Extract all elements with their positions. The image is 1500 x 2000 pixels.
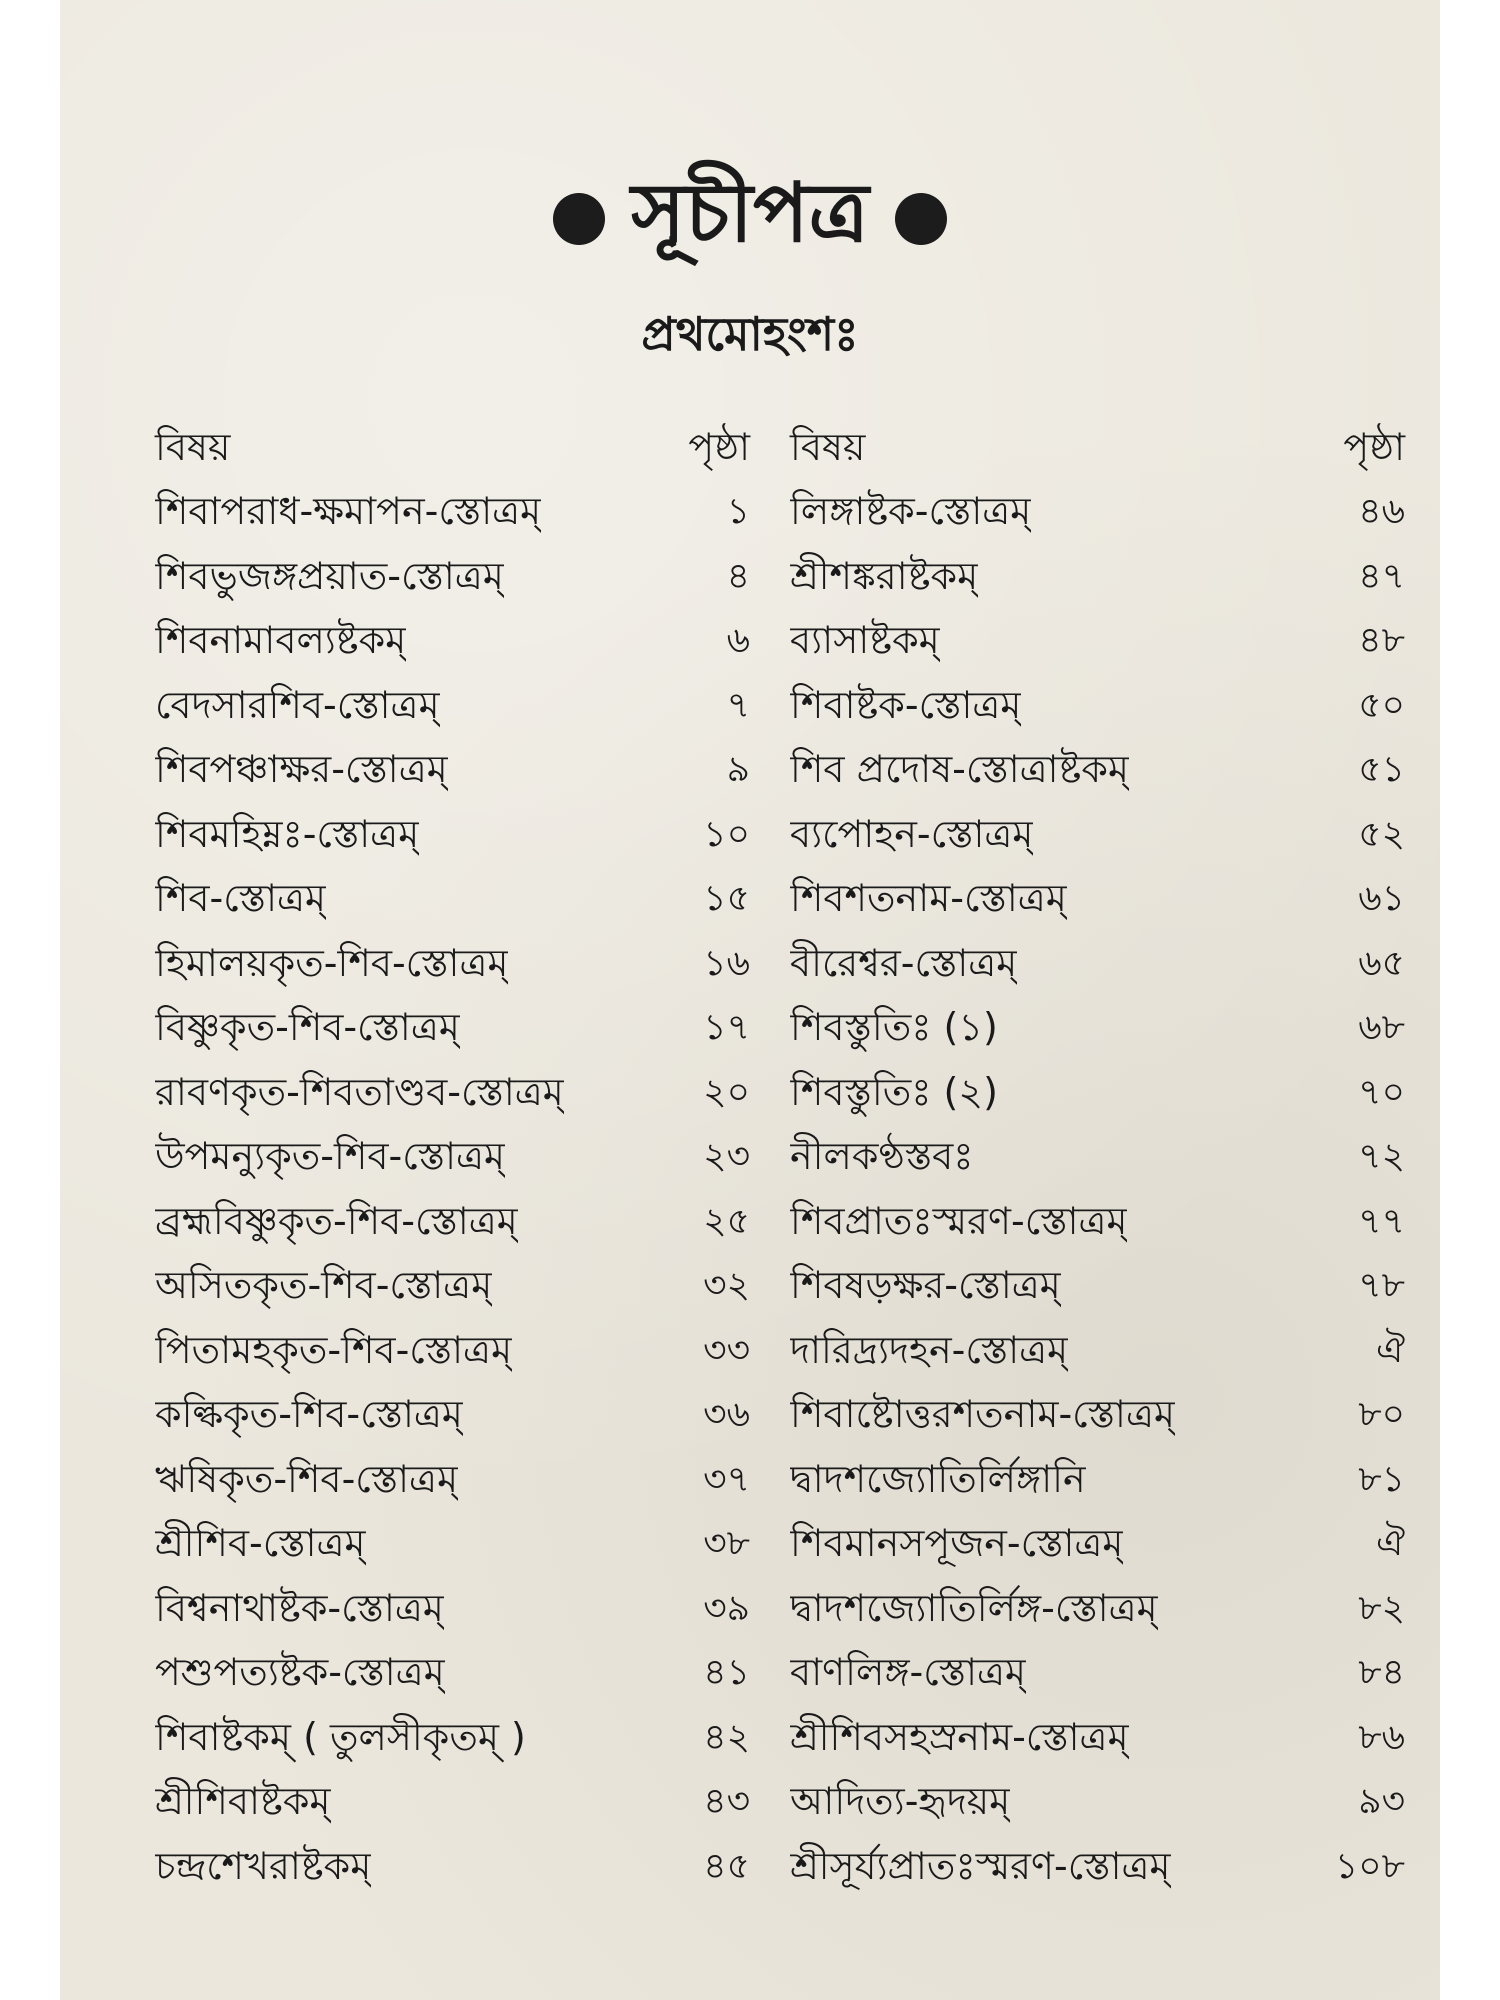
toc-entry-page: ৪৮: [1358, 620, 1405, 662]
toc-entry-title: ব্যাসাষ্টকম্: [790, 618, 940, 663]
toc-entry-title: শিবাষ্টক-স্তোত্রম্: [790, 682, 1022, 727]
toc-row: [155, 611, 750, 676]
section-subtitle: প্রথমোহংশঃ: [641, 307, 859, 361]
toc-entry-page: ২৩: [703, 1136, 750, 1178]
toc-entry-title: দ্বাদশজ্যোতির্লিঙ্গ-স্তোত্রম্: [790, 1585, 1158, 1630]
page-title: সূচীপত্র: [631, 166, 869, 261]
toc-entry-page: ৪: [726, 555, 750, 597]
toc-row: [155, 676, 750, 741]
toc-entry-page: ৩৯: [703, 1587, 750, 1629]
toc-row: [790, 1708, 1405, 1773]
toc-row: [155, 1192, 750, 1257]
toc-row: [155, 1579, 750, 1644]
toc-entry-title: বীরেশ্বর-স্তোত্রম্: [790, 940, 1018, 985]
toc-entry-title: রাবণকৃত-শিবতাণ্ডব-স্তোত্রম্: [155, 1069, 564, 1114]
toc-entry-title: শিবস্তুতিঃ (২): [790, 1069, 998, 1114]
toc-entry-page: ৮৪: [1358, 1652, 1405, 1694]
header-subject: বিষয়: [790, 425, 866, 469]
toc-entry-page: ১৬: [703, 942, 750, 984]
toc-entry-page: ৩২: [703, 1265, 750, 1307]
header-subject: বিষয়: [155, 425, 231, 469]
header-page: পৃষ্ঠা: [688, 425, 750, 469]
toc-entry-title: পশুপত্যষ্টক-স্তোত্রম্: [155, 1650, 445, 1695]
toc-entry-title: নীলকণ্ঠস্তবঃ: [790, 1134, 974, 1179]
toc-entry-page: ৬৫: [1358, 942, 1405, 984]
toc-row: [155, 1385, 750, 1450]
toc-row: [790, 1385, 1405, 1450]
toc-entry-title: শিবশতনাম-স্তোত্রম্: [790, 876, 1067, 921]
toc-entry-title: উপমন্যুকৃত-শিব-স্তোত্রম্: [155, 1134, 506, 1179]
toc-entry-page: ৭৭: [1358, 1200, 1405, 1242]
toc-row: [155, 482, 750, 547]
bullet-dot-left-icon: [553, 193, 605, 245]
toc-row: [155, 869, 750, 934]
toc-entry-title: অসিতকৃত-শিব-স্তোত্রম্: [155, 1263, 493, 1308]
toc-entry-page: ৪১: [703, 1652, 750, 1694]
toc-entry-title: বিষ্ণুকৃত-শিব-স্তোত্রম্: [155, 1005, 460, 1050]
toc-entry-title: শিব-স্তোত্রম্: [155, 876, 326, 921]
toc-entry-title: শ্রীশিবাষ্টকম্: [155, 1779, 331, 1824]
toc-entry-page: ১: [726, 491, 750, 533]
toc-entry-page: ঐ: [1376, 1329, 1405, 1371]
toc-entry-title: হিমালয়কৃত-শিব-স্তোত্রম্: [155, 940, 509, 985]
toc-entry-page: ৩৭: [703, 1458, 750, 1500]
toc-row: [790, 740, 1405, 805]
toc-entry-page: ৪৬: [1358, 491, 1405, 533]
toc-list: [790, 482, 1405, 1901]
toc-row: [790, 1256, 1405, 1321]
toc-entry-title: শিবনামাবল্যষ্টকম্: [155, 618, 407, 663]
toc-entry-page: ১৫: [703, 878, 750, 920]
toc-entry-title: লিঙ্গাষ্টক-স্তোত্রম্: [790, 489, 1032, 534]
toc-entry-title: বাণলিঙ্গ-স্তোত্রম্: [790, 1650, 1027, 1695]
toc-entry-page: ২০: [703, 1071, 750, 1113]
toc-entry-page: ৮০: [1358, 1394, 1405, 1436]
toc-entry-title: শিবষড়ক্ষর-স্তোত্রম্: [790, 1263, 1061, 1308]
toc-row: [790, 998, 1405, 1063]
toc-entry-title: ব্যপোহন-স্তোত্রম্: [790, 811, 1034, 856]
toc-entry-page: ৯: [726, 749, 750, 791]
toc-entry-page: ২৫: [703, 1200, 750, 1242]
toc-row: [790, 1127, 1405, 1192]
toc-row: [155, 1772, 750, 1837]
toc-entry-page: ৯৩: [1358, 1781, 1405, 1823]
toc-entry-page: ৪২: [703, 1716, 750, 1758]
toc-entry-title: শিবমানসপূজন-স্তোত্রম্: [790, 1521, 1124, 1566]
toc-row: [155, 1708, 750, 1773]
toc-entry-page: ঐ: [1376, 1523, 1405, 1565]
toc-entry-title: শিব প্রদোষ-স্তোত্রাষ্টকম্: [790, 747, 1130, 792]
toc-entry-page: ৫২: [1358, 813, 1405, 855]
toc-entry-title: বেদসারশিব-স্তোত্রম্: [155, 682, 440, 727]
toc-entry-title: শিবাপরাধ-ক্ষমাপন-স্তোত্রম্: [155, 489, 542, 534]
toc-entry-page: ৪৭: [1358, 555, 1405, 597]
toc-row: [790, 676, 1405, 741]
toc-entry-page: ৩৮: [703, 1523, 750, 1565]
toc-entry-title: শিবভুজঙ্গপ্রয়াত-স্তোত্রম্: [155, 553, 504, 598]
toc-row: [790, 1579, 1405, 1644]
toc-entry-page: ৮৬: [1358, 1716, 1405, 1758]
toc-entry-page: ৭০: [1358, 1071, 1405, 1113]
toc-entry-title: চন্দ্রশেখরাষ্টকম্: [155, 1843, 372, 1888]
toc-row: [790, 1837, 1405, 1902]
toc-row: [155, 740, 750, 805]
toc-row: [790, 1514, 1405, 1579]
toc-entry-page: ৫০: [1358, 684, 1405, 726]
toc-entry-title: শ্রীশিব-স্তোত্রম্: [155, 1521, 366, 1566]
toc-entry-title: বিশ্বনাথাষ্টক-স্তোত্রম্: [155, 1585, 444, 1630]
toc-entry-page: ৩৬: [703, 1394, 750, 1436]
toc-entry-page: ৬: [726, 620, 750, 662]
toc-entry-title: শিবপ্রাতঃস্মরণ-স্তোত্রম্: [790, 1198, 1128, 1243]
toc-entry-title: দারিদ্র্যদহন-স্তোত্রম্: [790, 1327, 1069, 1372]
toc-entry-title: শ্রীশিবসহস্রনাম-স্তোত্রম্: [790, 1714, 1129, 1759]
toc-entry-page: ৭: [726, 684, 750, 726]
toc-entry-page: ৪৩: [703, 1781, 750, 1823]
toc-row: [155, 1514, 750, 1579]
toc-entry-page: ৭২: [1358, 1136, 1405, 1178]
toc-entry-page: ৬৮: [1358, 1007, 1405, 1049]
toc-row: [790, 1450, 1405, 1515]
toc-entry-title: শিবস্তুতিঃ (১): [790, 1005, 998, 1050]
toc-row: [790, 611, 1405, 676]
column-header: [790, 420, 1405, 482]
toc-left-column: [155, 420, 750, 1901]
toc-entry-page: ১৭: [703, 1007, 750, 1049]
toc-entry-page: ৬১: [1358, 878, 1405, 920]
toc-row: [790, 1192, 1405, 1257]
toc-entry-title: ঋষিকৃত-শিব-স্তোত্রম্: [155, 1456, 459, 1501]
title-block: [60, 150, 1440, 287]
toc-entry-title: শিবপঞ্চাক্ষর-স্তোত্রম্: [155, 747, 448, 792]
toc-row: [790, 1643, 1405, 1708]
column-header: [155, 420, 750, 482]
bullet-dot-right-icon: [895, 193, 947, 245]
toc-row: [155, 805, 750, 870]
book-page: [60, 0, 1440, 2000]
toc-row: [790, 869, 1405, 934]
toc-entry-title: শিবাষ্টকম্ ( তুলসীকৃতম্ ): [155, 1714, 526, 1759]
toc-entry-page: ১০৮: [1334, 1845, 1405, 1887]
toc-entry-title: শ্রীসূর্য্যপ্রাতঃস্মরণ-স্তোত্রম্: [790, 1843, 1171, 1888]
toc-entry-page: ৩৩: [703, 1329, 750, 1371]
toc-row: [155, 1063, 750, 1128]
toc-list: [155, 482, 750, 1901]
toc-row: [790, 934, 1405, 999]
toc-row: [155, 1643, 750, 1708]
toc-row: [790, 1063, 1405, 1128]
toc-row: [155, 1256, 750, 1321]
toc-row: [155, 998, 750, 1063]
toc-entry-page: ৮২: [1358, 1587, 1405, 1629]
toc-entry-title: দ্বাদশজ্যোতির্লিঙ্গানি: [790, 1456, 1086, 1501]
toc-row: [155, 934, 750, 999]
toc-right-column: [790, 420, 1405, 1901]
header-page: পৃষ্ঠা: [1343, 425, 1405, 469]
toc-row: [790, 1772, 1405, 1837]
toc-entry-title: ব্রহ্মবিষ্ণুকৃত-শিব-স্তোত্রম্: [155, 1198, 518, 1243]
toc-row: [155, 1127, 750, 1192]
toc-row: [790, 547, 1405, 612]
toc-entry-title: কল্কিকৃত-শিব-স্তোত্রম্: [155, 1392, 463, 1437]
toc-entry-title: পিতামহকৃত-শিব-স্তোত্রম্: [155, 1327, 513, 1372]
toc-row: [790, 1321, 1405, 1386]
toc-row: [790, 482, 1405, 547]
toc-entry-title: শিবমহিম্নঃ-স্তোত্রম্: [155, 811, 420, 856]
toc-entry-page: ৫১: [1358, 749, 1405, 791]
toc-row: [155, 1450, 750, 1515]
toc-entry-page: ৭৮: [1358, 1265, 1405, 1307]
toc-entry-title: শিবাষ্টোত্তরশতনাম-স্তোত্রম্: [790, 1392, 1175, 1437]
toc-row: [155, 547, 750, 612]
toc-entry-title: আদিত্য-হৃদয়ম্: [790, 1779, 1011, 1824]
toc-row: [155, 1837, 750, 1902]
toc-row: [155, 1321, 750, 1386]
toc-row: [790, 805, 1405, 870]
toc-entry-page: ৮১: [1358, 1458, 1405, 1500]
toc-entry-page: ১০: [703, 813, 750, 855]
toc-entry-page: ৪৫: [703, 1845, 750, 1887]
toc-entry-title: শ্রীশঙ্করাষ্টকম্: [790, 553, 979, 598]
